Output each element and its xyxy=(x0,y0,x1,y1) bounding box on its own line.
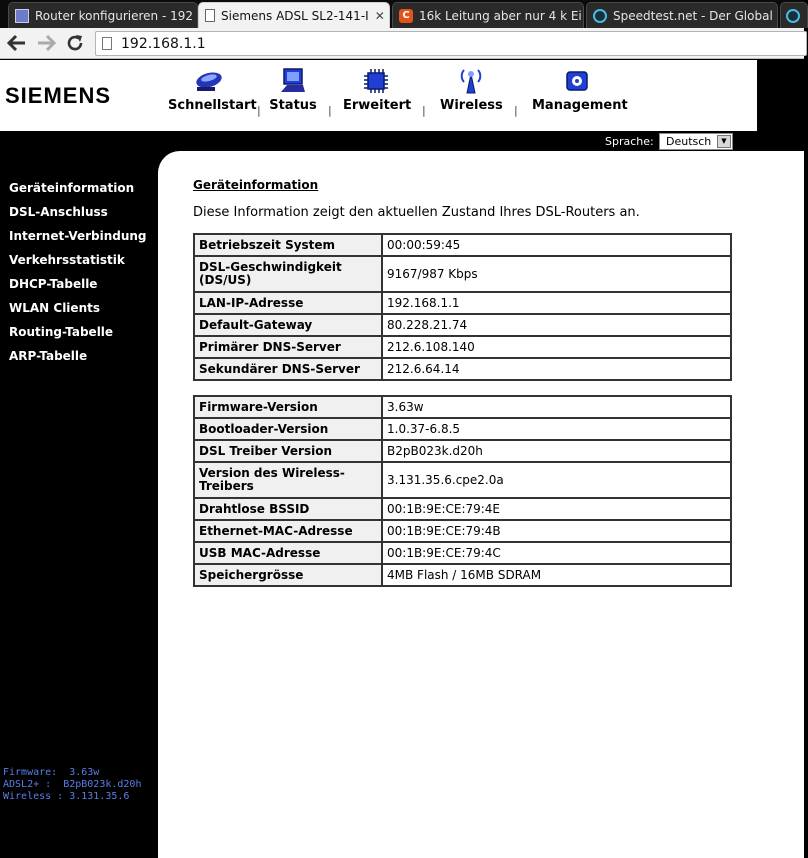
nav-wireless[interactable]: Wireless xyxy=(440,66,502,126)
row-value: 9167/987 Kbps xyxy=(382,256,731,292)
nav-status[interactable]: Status xyxy=(268,66,318,126)
table-row xyxy=(194,314,731,336)
table-row xyxy=(194,234,731,256)
antenna-icon xyxy=(456,66,486,96)
sidebar-item-verkehrsstatistik[interactable]: Verkehrsstatistik xyxy=(9,253,125,267)
row-label: Ethernet-MAC-Adresse xyxy=(194,520,382,542)
row-label: Bootloader-Version xyxy=(194,418,382,440)
sidebar-version-info xyxy=(3,767,141,803)
row-label: Firmware-Version xyxy=(194,396,382,418)
address-url: 192.168.1.1 xyxy=(121,35,206,52)
row-value: 00:1B:9E:CE:79:4C xyxy=(382,542,731,564)
table-row xyxy=(194,498,731,520)
row-value: 00:1B:9E:CE:79:4B xyxy=(382,520,731,542)
row-value: B2pB023k.d20h xyxy=(382,440,731,462)
row-label: Betriebszeit System xyxy=(194,234,382,256)
siemens-logo: SIEMENS xyxy=(5,83,112,108)
content-area xyxy=(158,151,804,858)
sidebar-item-dhcp-tabelle[interactable]: DHCP-Tabelle xyxy=(9,277,98,291)
forward-arrow-icon[interactable] xyxy=(34,31,58,55)
page-favicon-icon xyxy=(205,9,215,22)
nav-erweitert[interactable]: Erweitert xyxy=(343,66,409,126)
sidebar-adsl-line: ADSL2+ : B2pB023k.d20h xyxy=(3,779,142,790)
status-table xyxy=(193,233,732,381)
row-value: 80.228.21.74 xyxy=(382,314,731,336)
row-value: 1.0.37-6.8.5 xyxy=(382,418,731,440)
browser-toolbar xyxy=(0,28,804,59)
table-row xyxy=(194,418,731,440)
table-row xyxy=(194,292,731,314)
page-icon xyxy=(102,37,112,50)
sidebar-firmware-line: Firmware: 3.63w xyxy=(3,767,100,778)
nav-separator: | xyxy=(514,104,518,117)
close-tab-icon[interactable]: ✕ xyxy=(374,8,385,23)
page-title: Geräteinformation xyxy=(193,178,319,192)
table-row xyxy=(194,564,731,586)
row-label: Default-Gateway xyxy=(194,314,382,336)
language-selected-value: Deutsch xyxy=(666,135,712,148)
language-bar xyxy=(0,131,768,151)
reload-icon[interactable] xyxy=(63,31,87,55)
table-row xyxy=(194,336,731,358)
row-value: 212.6.64.14 xyxy=(382,358,731,380)
speedtest-favicon-icon xyxy=(786,9,800,23)
nav-separator: | xyxy=(257,104,261,117)
speedtest-favicon-icon xyxy=(593,9,607,23)
row-label: USB MAC-Adresse xyxy=(194,542,382,564)
row-label: Primärer DNS-Server xyxy=(194,336,382,358)
row-label: LAN-IP-Adresse xyxy=(194,292,382,314)
address-bar[interactable] xyxy=(95,31,807,56)
page-favicon-icon xyxy=(15,9,29,23)
nav-schnellstart[interactable]: Schnellstart xyxy=(168,66,248,126)
row-label: Sekundärer DNS-Server xyxy=(194,358,382,380)
table-row xyxy=(194,542,731,564)
table-row xyxy=(194,358,731,380)
row-value: 4MB Flash / 16MB SDRAM xyxy=(382,564,731,586)
table-row xyxy=(194,256,731,292)
browser-tab-router-konfigurieren[interactable]: Router konfigurieren - 192 xyxy=(8,2,198,28)
management-icon xyxy=(562,66,592,96)
sidebar-item-arp-tabelle[interactable]: ARP-Tabelle xyxy=(9,349,88,363)
version-table xyxy=(193,395,732,587)
router-header xyxy=(0,60,757,131)
row-value: 3.63w xyxy=(382,396,731,418)
sidebar-item-wlan-clients[interactable]: WLAN Clients xyxy=(9,301,100,315)
language-label: Sprache: xyxy=(605,135,654,148)
row-label: Speichergrösse xyxy=(194,564,382,586)
dropdown-arrow-icon[interactable]: ▼ xyxy=(717,135,731,148)
nav-separator: | xyxy=(328,104,332,117)
nav-management[interactable]: Management xyxy=(532,66,622,126)
row-label: Drahtlose BSSID xyxy=(194,498,382,520)
table-row xyxy=(194,440,731,462)
table-row xyxy=(194,462,731,498)
page-description: Diese Information zeigt den aktuellen Zustand Ihres DSL-Routers an. xyxy=(193,205,640,220)
back-arrow-icon[interactable] xyxy=(5,31,29,55)
chip-icon xyxy=(361,66,391,96)
wizard-icon xyxy=(193,66,223,96)
language-select[interactable] xyxy=(659,133,733,150)
browser-tab-overflow[interactable] xyxy=(780,2,808,28)
sidebar-item-internet-verbindung[interactable]: Internet-Verbindung xyxy=(9,229,147,243)
row-label: DSL Treiber Version xyxy=(194,440,382,462)
row-label: Version des Wireless-Treibers xyxy=(194,462,382,498)
row-value: 00:00:59:45 xyxy=(382,234,731,256)
row-label: DSL-Geschwindigkeit (DS/US) xyxy=(194,256,382,292)
computerbase-favicon-icon: C xyxy=(399,9,413,23)
row-value: 212.6.108.140 xyxy=(382,336,731,358)
nav-separator: | xyxy=(422,104,426,117)
sidebar-item-dsl-anschluss[interactable]: DSL-Anschluss xyxy=(9,205,108,219)
monitor-icon xyxy=(278,66,308,96)
sidebar-item-routing-tabelle[interactable]: Routing-Tabelle xyxy=(9,325,114,339)
row-value: 3.131.35.6.cpe2.0a xyxy=(382,462,731,498)
browser-tab-speedtest[interactable]: Speedtest.net - Der Global xyxy=(586,2,778,28)
browser-tab-siemens[interactable]: Siemens ADSL SL2-141-I ✕ xyxy=(198,2,390,28)
browser-tab-bar xyxy=(0,0,804,28)
sidebar-wireless-line: Wireless : 3.131.35.6 xyxy=(3,791,130,802)
sidebar xyxy=(0,151,158,858)
browser-tab-16k-leitung[interactable]: C 16k Leitung aber nur 4 k Ei xyxy=(392,2,584,28)
sidebar-item-geraeteinformation[interactable]: Geräteinformation xyxy=(9,181,135,195)
row-value: 192.168.1.1 xyxy=(382,292,731,314)
table-row xyxy=(194,520,731,542)
table-row xyxy=(194,396,731,418)
router-page xyxy=(0,60,804,858)
row-value: 00:1B:9E:CE:79:4E xyxy=(382,498,731,520)
